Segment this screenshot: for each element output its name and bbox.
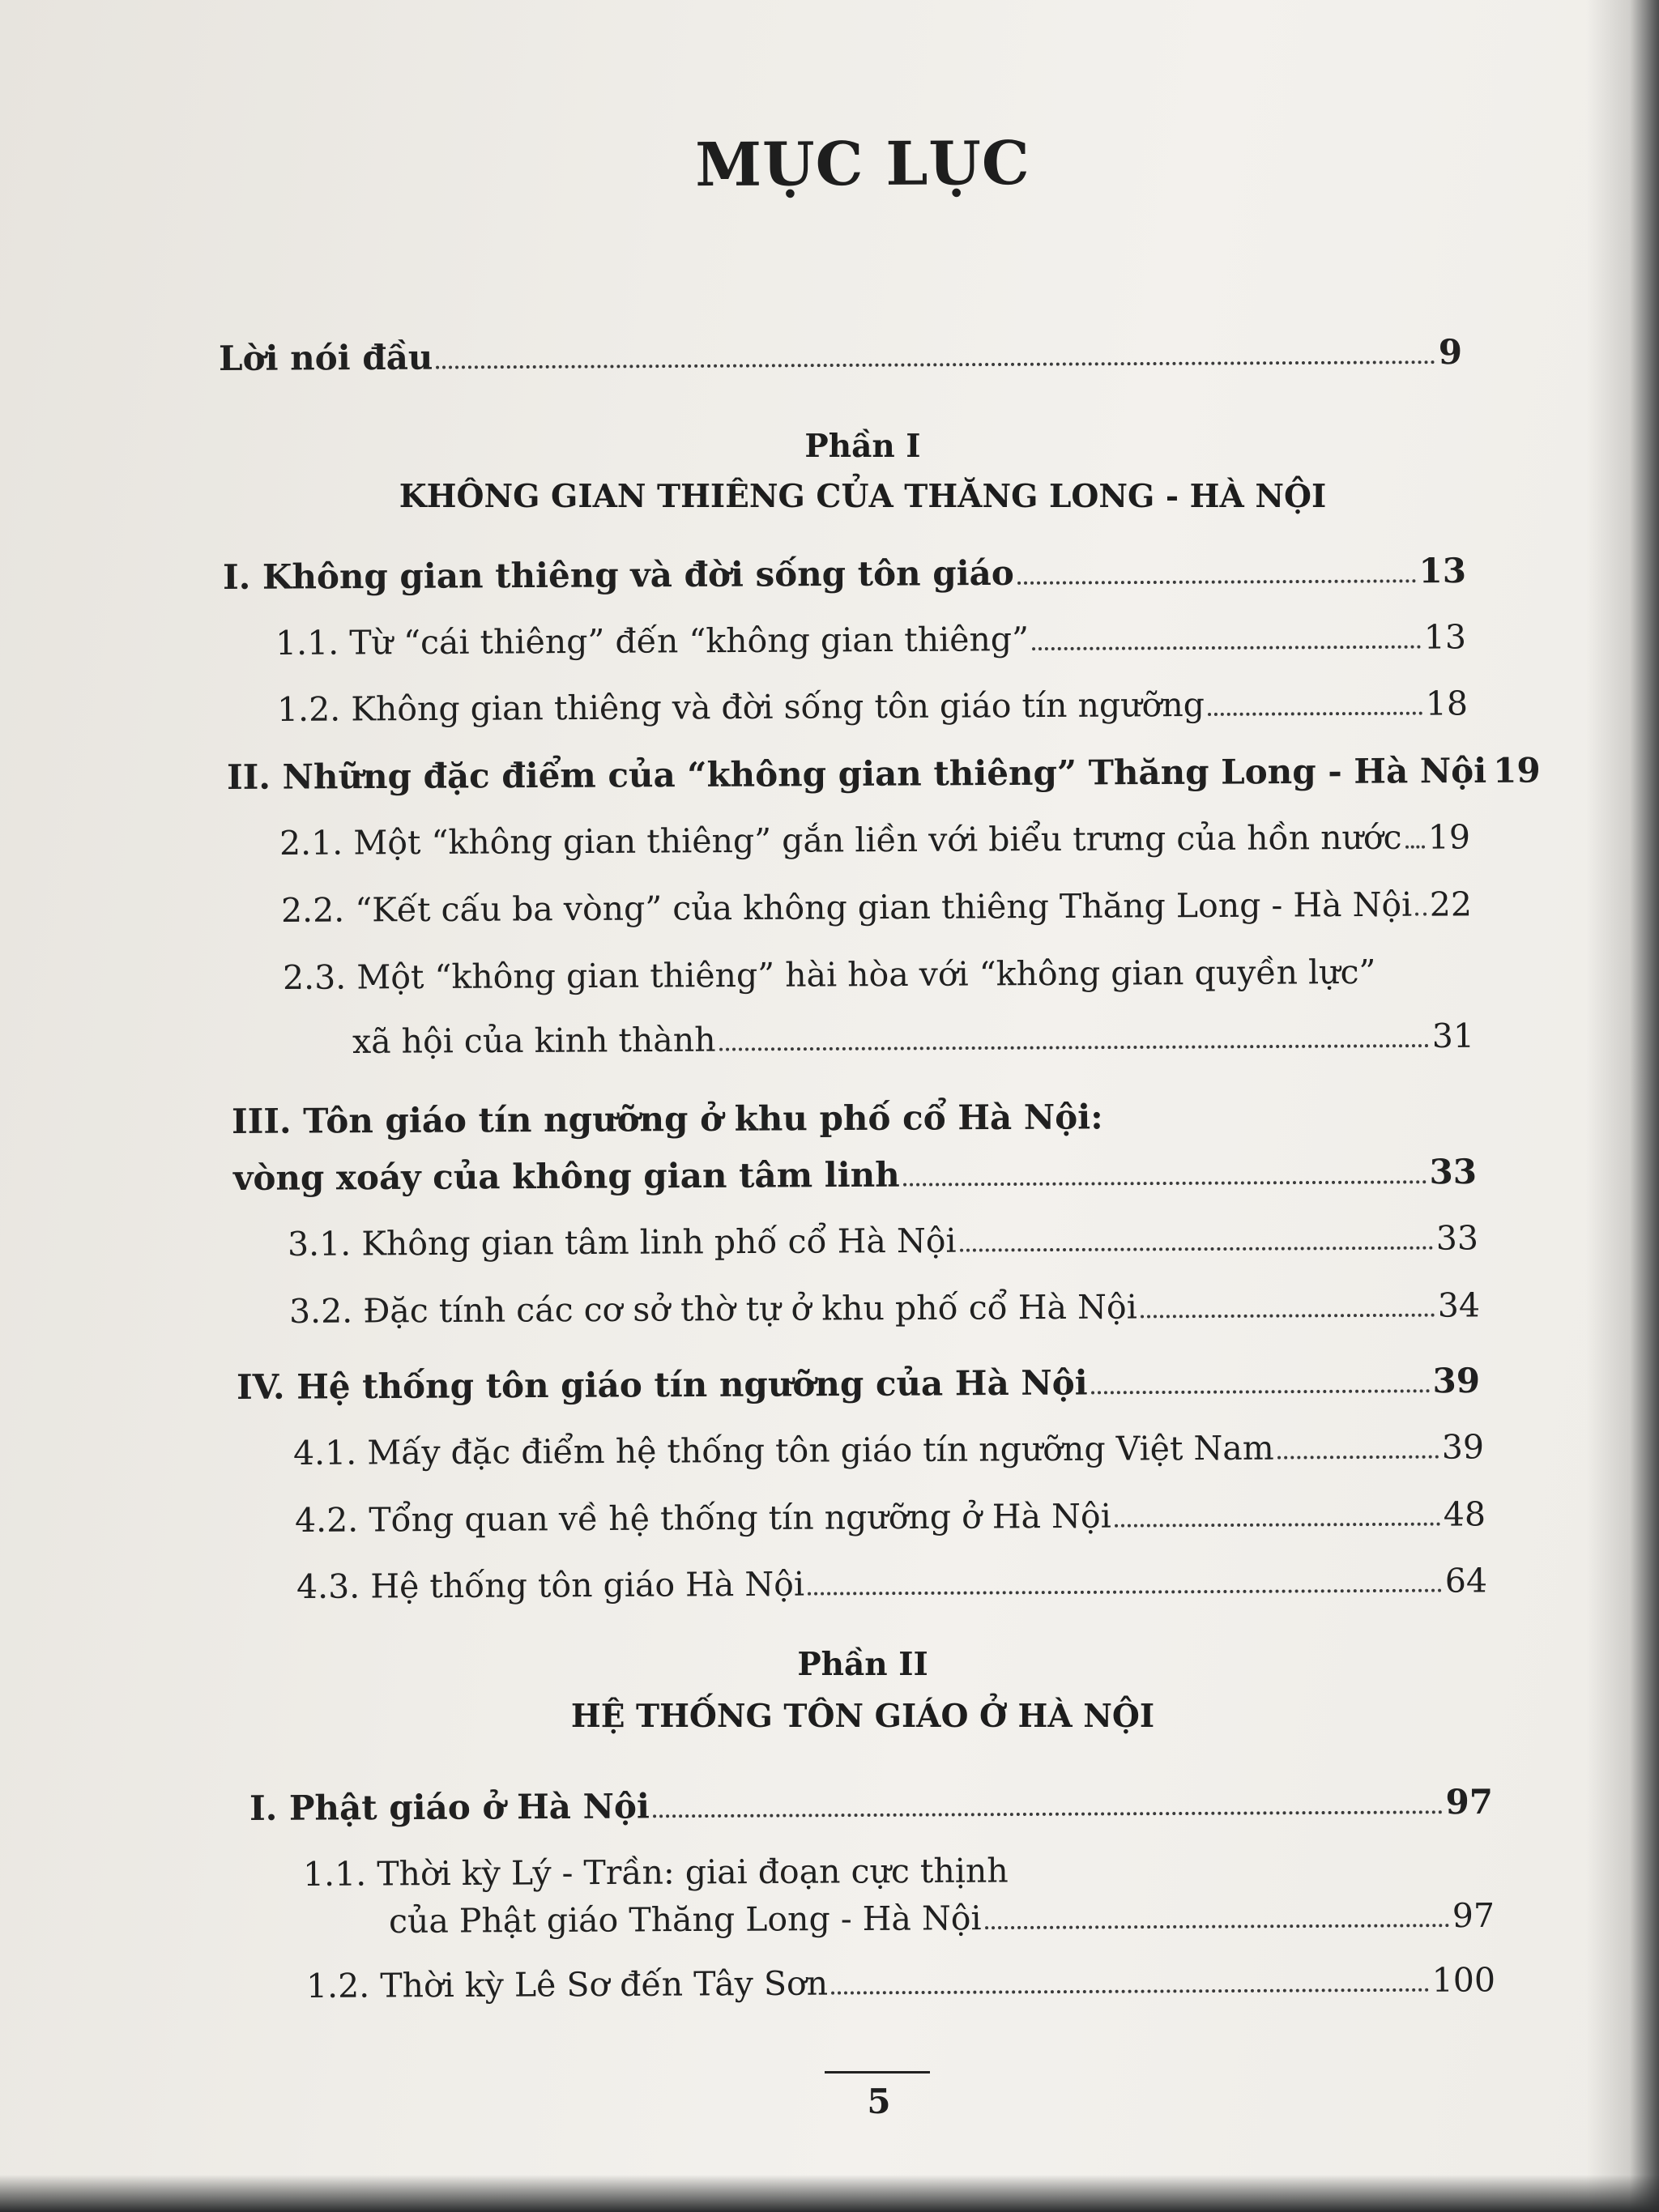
toc-entry-label: 4.1. Mấy đặc điểm hệ thống tôn giáo tín ngưỡng Việt Nam <box>292 1428 1274 1473</box>
toc-entry-label: 3.2. Đặc tính các cơ sở thờ tự ở khu phố cổ Hà Nội <box>288 1287 1137 1331</box>
toc-chapter-continuation[interactable] <box>233 1152 1477 1198</box>
dot-leader <box>1017 578 1416 585</box>
toc-entry-label: II. Những đặc điểm của “không gian thiêng” Thăng Long - Hà Nội <box>226 750 1487 797</box>
toc-section[interactable] <box>303 1848 1494 1894</box>
toc-page-number: 64 <box>1444 1561 1488 1600</box>
toc-chapter[interactable] <box>226 750 1541 797</box>
dot-leader <box>436 360 1435 369</box>
toc-page-number: 33 <box>1429 1151 1478 1192</box>
toc-section-continuation[interactable] <box>352 1016 1474 1061</box>
dot-leader <box>1405 845 1425 849</box>
part-heading: Phần I <box>804 428 921 465</box>
page-edge-shadow <box>1586 0 1659 2212</box>
toc-section[interactable] <box>279 817 1470 863</box>
toc-entry-label: 1.1. Từ “cái thiêng” đến “không gian thiêng” <box>275 620 1030 663</box>
toc-entry-label: IV. Hệ thống tôn giáo tín ngưỡng của Hà Nội <box>236 1362 1088 1407</box>
toc-entry-label: 2.1. Một “không gian thiêng” gắn liền với biểu trưng của hồn nước <box>279 817 1402 863</box>
toc-page-number: 18 <box>1425 684 1469 723</box>
dot-leader <box>1208 711 1422 716</box>
toc-page-number: 97 <box>1445 1781 1494 1822</box>
toc-page-number: 19 <box>1493 750 1541 791</box>
toc-page-number: 33 <box>1435 1218 1479 1258</box>
toc-entry-label: 4.3. Hệ thống tôn giáo Hà Nội <box>296 1564 805 1606</box>
toc-chapter[interactable] <box>237 1361 1480 1407</box>
toc-entry-label: I. Không gian thiêng và đời sống tôn giáo <box>222 552 1014 597</box>
toc-page-number: 22 <box>1429 884 1473 924</box>
toc-chapter[interactable] <box>232 1095 1475 1141</box>
toc-section[interactable] <box>306 1960 1495 2005</box>
page-number: 5 <box>867 2082 891 2121</box>
toc-chapter[interactable] <box>223 551 1466 597</box>
dot-leader <box>653 1809 1443 1818</box>
toc-page-number: 13 <box>1423 617 1467 657</box>
toc-section-continuation[interactable] <box>389 1896 1495 1941</box>
toc-entry-label: 1.1. Thời kỳ Lý - Trần: giai đoạn cực thịnh <box>302 1851 1009 1894</box>
toc-page-number: 39 <box>1432 1360 1481 1401</box>
toc-section[interactable] <box>288 1218 1478 1264</box>
toc-section[interactable] <box>283 952 1473 997</box>
toc-entry-label: 2.2. “Kết cấu ba vòng” của không gian thiêng Thăng Long - Hà Nội <box>280 884 1413 930</box>
part-subtitle: KHÔNG GIAN THIÊNG CỦA THĂNG LONG - HÀ NỘI <box>399 478 1327 515</box>
toc-entry-label: III. Tôn giáo tín ngưỡng ở khu phố cổ Hà Nội: <box>231 1097 1103 1141</box>
part-heading: Phần II <box>797 1646 928 1683</box>
dot-leader <box>1415 912 1427 916</box>
toc-page-number: 48 <box>1443 1494 1486 1534</box>
page-title: MỤC LỤC <box>694 128 1031 201</box>
toc-page-number: 34 <box>1437 1285 1481 1325</box>
dot-leader <box>960 1246 1433 1252</box>
toc-entry-label: vòng xoáy của không gian tâm linh <box>232 1154 900 1198</box>
toc-page-number: 19 <box>1427 817 1471 857</box>
toc-page-number: 9 <box>1438 331 1463 373</box>
dot-leader <box>1277 1455 1439 1460</box>
dot-leader <box>903 1179 1427 1186</box>
part-subtitle: HỆ THỐNG TÔN GIÁO Ở HÀ NỘI <box>570 1698 1155 1735</box>
toc-section[interactable] <box>275 617 1466 663</box>
toc-section[interactable] <box>277 684 1468 729</box>
toc-page-number: 100 <box>1431 1960 1496 2000</box>
toc-entry-label: 1.2. Không gian thiêng và đời sống tôn giáo tín ngưỡng <box>276 685 1205 729</box>
toc-page-number: 31 <box>1431 1016 1475 1056</box>
toc-chapter[interactable] <box>249 1782 1493 1828</box>
toc-page-number: 13 <box>1418 550 1467 591</box>
toc-entry-label: 3.1. Không gian tâm linh phố cổ Hà Nội <box>287 1221 957 1264</box>
dot-leader <box>1091 1388 1430 1394</box>
toc-entry-preface[interactable] <box>219 332 1462 378</box>
toc-entry-label: 1.2. Thời kỳ Lê Sơ đến Tây Sơn <box>305 1963 829 2005</box>
toc-page-number: 97 <box>1452 1895 1495 1936</box>
toc-entry-label: Lời nói đầu <box>218 337 433 378</box>
toc-section[interactable] <box>281 884 1472 930</box>
toc-entry-label: 4.2. Tổng quan về hệ thống tín ngưỡng ở Hà Nội <box>294 1496 1111 1540</box>
dot-leader <box>985 1923 1449 1929</box>
dot-leader <box>831 1988 1429 1995</box>
footer-rule <box>825 2071 930 2073</box>
dot-leader <box>1032 645 1421 651</box>
toc-entry-label: xã hội của kinh thành <box>352 1020 716 1061</box>
toc-section[interactable] <box>295 1494 1486 1540</box>
toc-section[interactable] <box>293 1427 1484 1473</box>
toc-entry-label: 2.3. Một “không gian thiêng” hài hòa với “không gian quyền lực” <box>282 952 1376 997</box>
dot-leader <box>1115 1522 1440 1528</box>
toc-entry-label: của Phật giáo Thăng Long - Hà Nội <box>388 1899 982 1941</box>
toc-section[interactable] <box>289 1285 1480 1331</box>
dot-leader <box>1141 1313 1435 1319</box>
toc-section[interactable] <box>296 1561 1487 1606</box>
toc-entry-label: I. Phật giáo ở Hà Nội <box>249 1786 650 1828</box>
page-bottom-shadow <box>0 2175 1659 2212</box>
dot-leader <box>808 1588 1442 1596</box>
dot-leader <box>719 1043 1429 1051</box>
toc-page-number: 39 <box>1441 1427 1485 1467</box>
